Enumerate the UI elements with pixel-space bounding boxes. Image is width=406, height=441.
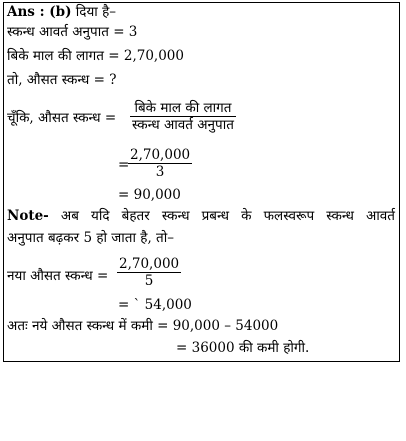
given-text: दिया है– <box>75 4 116 20</box>
reduction-line: अतः नये औसत स्कन्ध में कमी = 90,000 – 54000 <box>7 318 279 334</box>
avg-stock-result: = 90,000 <box>118 187 181 203</box>
new-avg-stock-result: = ` 54,000 <box>118 297 192 313</box>
note-line-1 <box>7 208 395 225</box>
formula-numerator: बिके माल की लागत <box>130 100 236 117</box>
unknown-avg-stock: तो, औसत स्कन्ध = ? <box>7 72 117 88</box>
calc-fraction-2 <box>117 256 181 289</box>
note-text-1: अब यदि बेहतर स्कन्ध प्रबन्ध के फलस्वरूप स्कन्ध आवर्त <box>60 208 395 224</box>
calc2-denominator: 5 <box>144 273 154 289</box>
equals-sign: = <box>118 157 130 173</box>
note-line-2: अनुपात बढ़कर 5 हो जाता है, तो– <box>7 230 174 246</box>
calc-fraction-1 <box>128 147 192 180</box>
answer-heading <box>7 4 116 21</box>
formula-denominator: स्कन्ध आवर्त अनुपात <box>132 117 234 133</box>
given-ratio: स्कन्ध आवर्त अनुपात = 3 <box>7 24 138 40</box>
answer-label: Ans : (b) <box>7 4 72 20</box>
note-label: Note- <box>7 208 49 224</box>
formula-lhs: चूँकि, औसत स्कन्ध = <box>7 110 117 126</box>
calc1-numerator: 2,70,000 <box>130 147 191 163</box>
formula-fraction <box>130 100 236 133</box>
given-cost: बिके माल की लागत = 2,70,000 <box>7 48 184 64</box>
final-result: = 36000 की कमी होगी. <box>176 340 310 356</box>
calc1-denominator: 3 <box>155 164 165 180</box>
calc2-numerator: 2,70,000 <box>119 256 180 272</box>
new-avg-stock-lhs: नया औसत स्कन्ध = <box>7 268 109 284</box>
